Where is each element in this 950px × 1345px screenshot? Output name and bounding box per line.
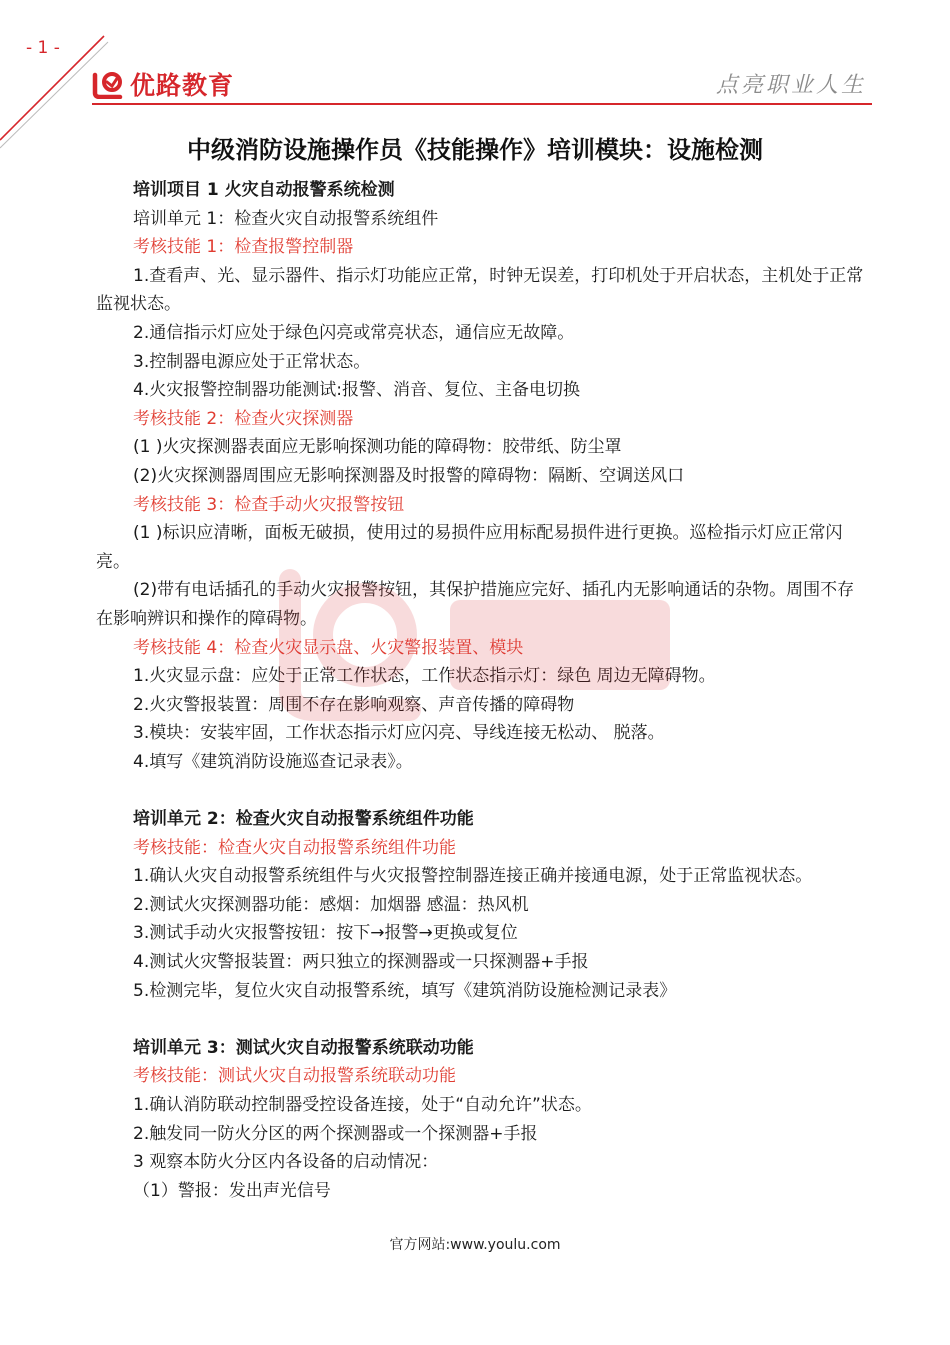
paragraph: 5.检测完毕，复位火灾自动报警系统，填写《建筑消防设施检测记录表》 — [133, 980, 677, 1001]
paragraph: 2.通信指示灯应处于绿色闪亮或常亮状态，通信应无故障。 — [133, 322, 575, 343]
paragraph: (1 )火灾探测器表面应无影响探测功能的障碍物：胶带纸、防尘罩 — [133, 437, 622, 458]
paragraph: (2)带有电话插孔的手动火灾报警按钮，其保护措施应完好、插孔内无影响通话的杂物。周围不存在影响辨识和操作的障碍物。 — [96, 580, 855, 629]
paragraph: 3 观察本防火分区内各设备的启动情况： — [133, 1152, 439, 1173]
paragraph: 3.模块：安装牢固，工作状态指示灯应闪亮、导线连接无松动、 脱落。 — [133, 723, 665, 744]
logo-text: 优路教育 — [130, 71, 235, 100]
skill-heading: 考核技能 2：检查火灾探测器 — [133, 408, 354, 429]
page-number: - 1 - — [26, 38, 60, 58]
spacer — [96, 1005, 868, 1034]
paragraph: 3.控制器电源应处于正常状态。 — [133, 351, 371, 372]
paragraph: 4.测试火灾警报装置：两只独立的探测器或一只探测器+手报 — [133, 952, 589, 973]
paragraph: 2.火灾警报装置：周围不存在影响观察、声音传播的障碍物 — [133, 694, 575, 715]
paragraph: 4.火灾报警控制器功能测试:报警、消音、复位、主备电切换 — [133, 380, 580, 401]
paragraph: 1.确认火灾自动报警系统组件与火灾报警控制器连接正确并接通电源，处于正常监视状态。 — [133, 866, 813, 887]
paragraph: （1）警报：发出声光信号 — [133, 1180, 331, 1201]
footer-website: 官方网站:www.youlu.com — [389, 1237, 561, 1253]
document-body — [96, 176, 868, 1205]
youlu-logo-icon — [92, 69, 126, 99]
paragraph: 4.填写《建筑消防设施巡查记录表》。 — [133, 751, 413, 772]
skill-heading: 考核技能 1：检查报警控制器 — [133, 237, 354, 258]
paragraph: 2.触发同一防火分区的两个探测器或一个探测器+手报 — [133, 1123, 538, 1144]
header-divider — [92, 103, 872, 105]
skill-heading: 考核技能 3：检查手动火灾报警按钮 — [133, 494, 405, 515]
brand-logo — [92, 66, 234, 102]
paragraph: 1.火灾显示盘：应处于正常工作状态，工作状态指示灯：绿色 周边无障碍物。 — [133, 666, 716, 687]
slogan: 点亮职业人生 — [715, 73, 866, 98]
paragraph: 1.确认消防联动控制器受控设备连接，处于“自动允许”状态。 — [133, 1095, 592, 1115]
document-title: 中级消防设施操作员《技能操作》培训模块：设施检测 — [187, 136, 763, 164]
section-heading: 培训单元 2：检查火灾自动报警系统组件功能 — [133, 809, 474, 830]
spacer — [96, 776, 868, 805]
section-heading: 培训单元 3：测试火灾自动报警系统联动功能 — [133, 1037, 474, 1058]
paragraph: (1 )标识应清晰，面板无破损，使用过的易损件应用标配易损件进行更换。巡检指示灯应正常闪亮。 — [96, 523, 843, 572]
paragraph: 3.测试手动火灾报警按钮：按下→报警→更换或复位 — [133, 923, 518, 944]
paragraph: 培训单元 1：检查火灾自动报警系统组件 — [133, 208, 439, 229]
skill-heading: 考核技能：测试火灾自动报警系统联动功能 — [133, 1066, 456, 1087]
skill-heading: 考核技能 4：检查火灾显示盘、火灾警报装置、模块 — [133, 637, 524, 658]
paragraph: 1.查看声、光、显示器件、指示灯功能应正常，时钟无误差，打印机处于开启状态，主机处于正常监视状态。 — [96, 265, 864, 315]
section-heading: 培训项目 1 火灾自动报警系统检测 — [133, 180, 395, 200]
paragraph: 2.测试火灾探测器功能：感烟：加烟器 感温：热风机 — [133, 894, 529, 915]
paragraph: (2)火灾探测器周围应无影响探测器及时报警的障碍物：隔断、空调送风口 — [133, 465, 685, 486]
skill-heading: 考核技能：检查火灾自动报警系统组件功能 — [133, 837, 456, 858]
